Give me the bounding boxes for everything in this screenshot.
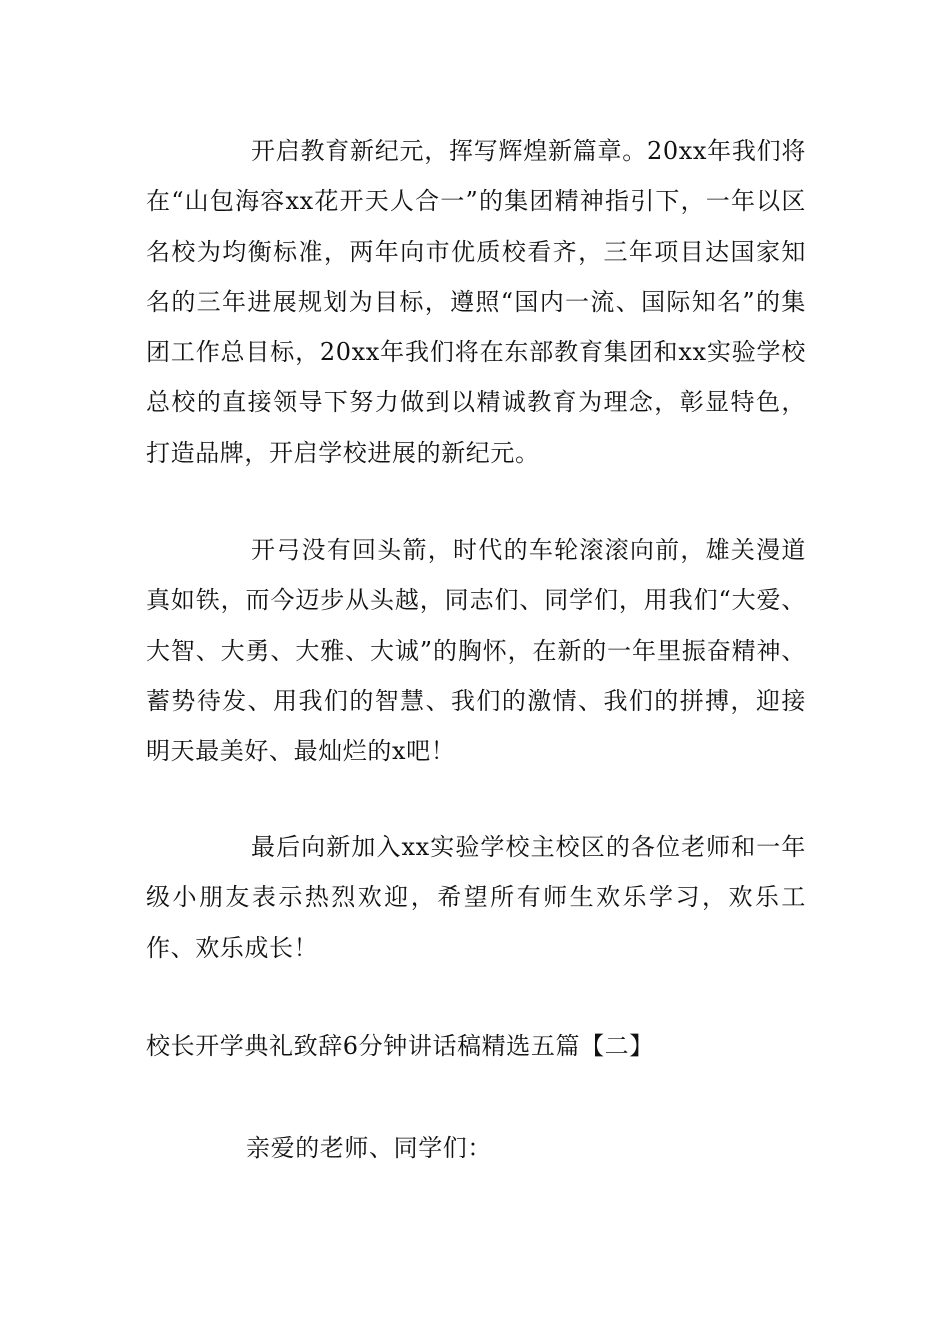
section-heading: 校长开学典礼致辞6分钟讲话稿精选五篇【二】 (146, 1032, 654, 1060)
body-paragraph-1: 开启教育新纪元，挥写辉煌新篇章。20xx年我们将在“山包海容xx花开天人合一”的集团精神指引下，一年以区名校为均衡标准，两年向市优质校看齐，三年项目达国家知名的三年进展规划为目标，遵照“国内一流、国际知名”的集团工作总目标，20xx年我们将在东部教育集团和xx实验学校总校的直接领导下努力做到以精诚教育为理念，彰显特色，打造品牌，开启学校进展的新纪元。 (146, 137, 806, 467)
body-paragraph-2: 开弓没有回头箭，时代的车轮滚滚向前，雄关漫道真如铁，而今迈步从头越，同志们、同学们，用我们“大爱、大智、大勇、大雅、大诚”的胸怀，在新的一年里振奋精神、蓄势待发、用我们的智慧、我们的激情、我们的拼搏，迎接明天最美好、最灿烂的x吧！ (146, 536, 806, 766)
body-paragraph-3: 最后向新加入xx实验学校主校区的各位老师和一年级小朋友表示热烈欢迎，希望所有师生欢乐学习，欢乐工作、欢乐成长！ (146, 833, 806, 962)
greeting-line: 亲爱的老师、同学们： (246, 1134, 492, 1162)
